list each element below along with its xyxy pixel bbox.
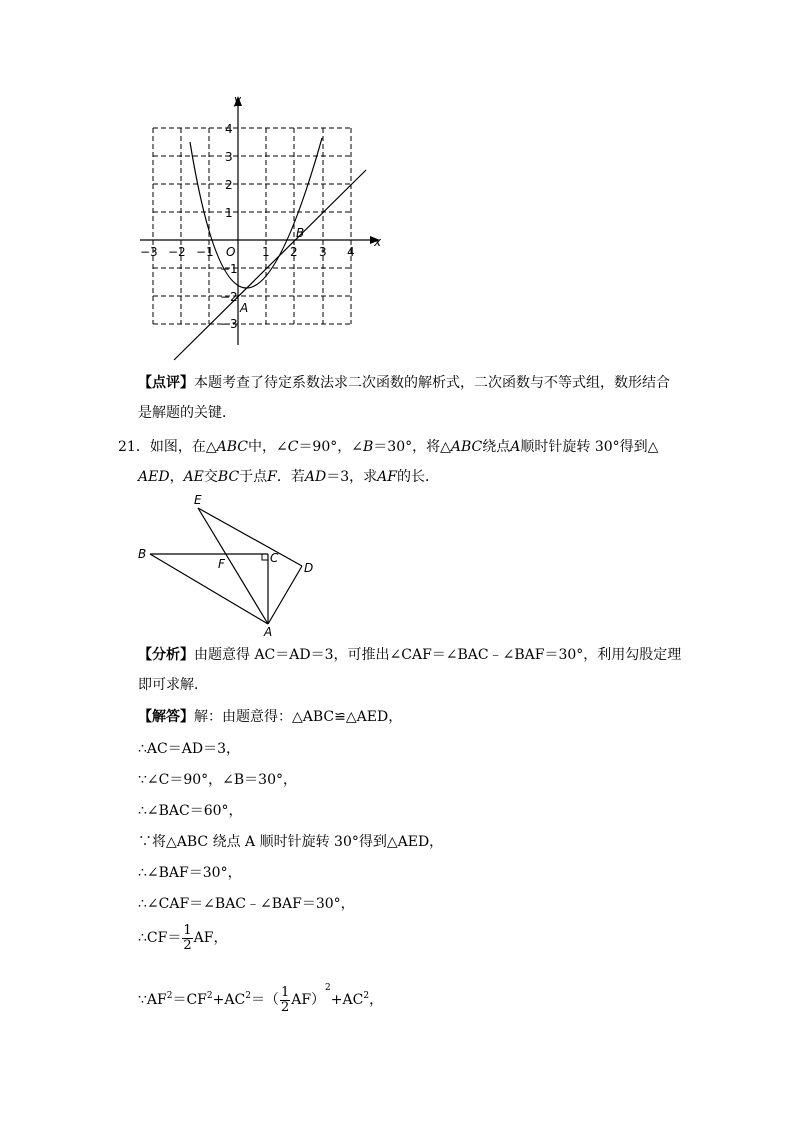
solution-text: ∴CF＝ (138, 930, 182, 946)
parabola-curve (190, 138, 322, 288)
analysis-text-2: 即可求解． (138, 677, 208, 693)
solution-line-1 (138, 708, 402, 726)
x-tick: 3 (319, 245, 327, 259)
q-text: ＝90°，∠ (298, 439, 363, 455)
solution-line-5 (138, 833, 443, 851)
right-angle-mark (262, 554, 268, 560)
segment-ed (198, 508, 302, 566)
fraction-numerator: 1 (183, 922, 192, 938)
q-text: 的长． (396, 469, 439, 485)
segment-ba (150, 554, 268, 624)
segment-da (268, 566, 302, 624)
q-text: 于点 (239, 469, 268, 485)
label-b: B (138, 547, 147, 561)
fraction-denominator: 2 (280, 999, 290, 1015)
q-text: 交 (203, 469, 218, 485)
solution-line-8 (138, 922, 227, 954)
review-line-2 (138, 404, 236, 422)
solution-text: AF） (291, 992, 326, 1008)
q-text: 中，∠ (247, 439, 288, 455)
q-text: ＝30°，将△ (373, 439, 451, 455)
x-axis-label: x (374, 235, 382, 249)
axes (140, 102, 375, 345)
solution-line-3 (138, 771, 297, 789)
solution-text: +AC (212, 992, 246, 1008)
question-number: 21． (118, 439, 150, 455)
solution-text: ∵将△ABC 绕点 A 顺时针旋转 30°得到△AED， (138, 834, 444, 850)
solution-text: 解：由题意得：△ABC≌△AED， (194, 709, 403, 725)
q-text: 绕点 (482, 439, 511, 455)
line-ab (174, 170, 366, 360)
label-c: C (270, 551, 279, 565)
q-text: A (510, 439, 521, 455)
solution-line-2 (138, 740, 240, 758)
solution-tag: 【解答】 (138, 709, 194, 725)
q-text: AF (377, 469, 397, 485)
review-line-1 (138, 374, 670, 392)
review-text-2: 是解题的关键． (138, 405, 236, 421)
analysis-line-1 (138, 646, 681, 664)
q-text: AE (183, 469, 204, 485)
q-text: AD (304, 469, 327, 485)
q-text: 如图，在△ (149, 439, 217, 455)
label-e: E (194, 493, 202, 507)
solution-line-6 (138, 864, 242, 882)
review-text-1: 本题考查了待定系数法求二次函数的解析式，二次函数与不等式组，数形结合 (194, 375, 670, 391)
solution-text: ∴AC＝AD＝3， (138, 741, 240, 757)
point-a-label: A (240, 301, 249, 315)
solution-text: ∵∠C＝90°，∠B＝30°， (138, 772, 297, 788)
analysis-text-1: 由题意得 AC＝AD＝3，可推出∠CAF＝∠BAC﹣∠BAF＝30°，利用勾股定理 (194, 647, 682, 663)
parabola-graph (130, 90, 390, 370)
q-text: F (267, 469, 277, 485)
solution-text: ， (369, 992, 384, 1008)
q-text: ＝3，求 (326, 469, 378, 485)
fraction-denominator: 2 (183, 937, 192, 953)
x-tick: −2 (168, 245, 186, 259)
exponent: 2 (325, 983, 331, 993)
solution-text: ∴∠BAC＝60°， (138, 803, 243, 819)
exponent: 2 (166, 991, 173, 1001)
q-text: ．若 (276, 469, 305, 485)
label-f: F (218, 557, 225, 571)
exponent: 2 (245, 991, 251, 1001)
solution-text: AF， (193, 930, 228, 946)
y-tick: −1 (220, 262, 238, 276)
solution-text: +AC (330, 992, 364, 1008)
q-text: ABC (216, 439, 248, 455)
y-tick: 2 (225, 178, 233, 192)
q-text: 顺时针旋转 30°得到△ (520, 439, 659, 455)
solution-text: ∴∠CAF＝∠BAC﹣∠BAF＝30°， (138, 896, 355, 912)
exponent: 2 (363, 991, 370, 1001)
x-tick: 4 (347, 245, 355, 259)
segment-ea (198, 508, 268, 624)
q-text: AED (138, 469, 170, 485)
y-tick: 1 (225, 206, 233, 220)
grid-lines (153, 128, 351, 324)
exponent: 2 (206, 991, 213, 1001)
label-a: A (264, 625, 273, 638)
solution-text: ∵AF (138, 992, 167, 1008)
q-text: BC (217, 469, 240, 485)
x-tick: 2 (290, 245, 298, 259)
point-b-label: B (296, 226, 305, 240)
fraction-one-half (280, 986, 290, 1015)
solution-line-7 (138, 895, 355, 913)
q-text: ABC (450, 439, 483, 455)
question-21-line-1 (118, 438, 658, 456)
q-text: ， (169, 469, 184, 485)
origin-label: O (226, 245, 236, 259)
y-tick: −2 (220, 290, 238, 304)
x-tick: 1 (262, 245, 270, 259)
question-21-line-2 (138, 468, 439, 486)
solution-line-9 (138, 970, 383, 1018)
y-tick: −3 (220, 317, 238, 331)
solution-text: ＝（ (250, 992, 279, 1008)
label-d: D (304, 561, 314, 575)
solution-text: ∴∠BAF＝30°， (138, 865, 242, 881)
fraction-numerator: 1 (280, 984, 290, 1000)
solution-line-4 (138, 802, 243, 820)
y-tick: 3 (225, 150, 233, 164)
triangle-figure (130, 488, 330, 638)
y-tick: 4 (225, 122, 233, 136)
analysis-tag: 【分析】 (138, 647, 194, 663)
review-tag: 【点评】 (138, 375, 194, 391)
q-text: B (362, 439, 374, 455)
analysis-line-2 (138, 676, 208, 694)
y-axis-label: y (234, 93, 242, 107)
x-tick: −3 (140, 245, 158, 259)
fraction-one-half (182, 924, 192, 953)
q-text: C (287, 439, 299, 455)
x-tick: −1 (196, 245, 214, 259)
solution-text: ＝CF (172, 992, 207, 1008)
